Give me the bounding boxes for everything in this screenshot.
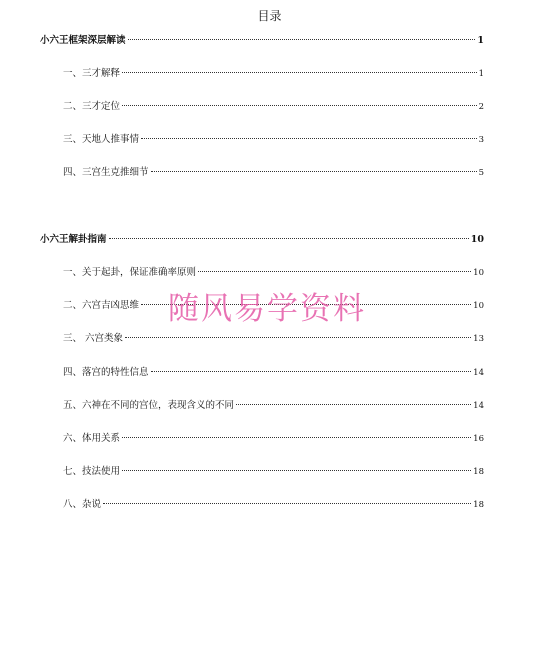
toc-page-number: 10	[470, 234, 484, 245]
toc-item[interactable]	[63, 433, 484, 445]
toc-page-number: 10	[473, 301, 484, 311]
dot-leader	[128, 39, 476, 40]
toc-section-1[interactable]	[40, 35, 484, 47]
dot-leader	[141, 138, 477, 139]
toc-item-label: 一、三才解释	[63, 68, 121, 79]
toc-page-number: 10	[473, 268, 484, 278]
page-title: 目录	[257, 9, 282, 23]
toc-page-number: 3	[478, 135, 484, 145]
toc-page-number: 16	[473, 434, 484, 444]
toc-section-label: 小六王框架深层解读	[40, 35, 126, 46]
toc-item[interactable]	[63, 333, 484, 345]
toc-page-number: 14	[473, 368, 484, 378]
dot-leader	[151, 171, 477, 172]
toc-item-label: 八、杂说	[63, 499, 102, 510]
dot-leader	[125, 337, 471, 338]
toc-page-number: 13	[473, 334, 484, 344]
dot-leader	[151, 371, 472, 372]
toc-item[interactable]	[63, 267, 484, 279]
toc-item[interactable]	[63, 167, 484, 179]
toc-item[interactable]	[63, 400, 484, 412]
dot-leader	[103, 503, 471, 504]
toc-item[interactable]	[63, 68, 484, 80]
toc-item[interactable]	[63, 466, 484, 478]
toc-section-label: 小六王解卦指南	[40, 234, 107, 245]
toc-page-number: 18	[473, 467, 484, 477]
toc-page-number: 1	[477, 35, 484, 46]
dot-leader	[122, 72, 477, 73]
toc-item[interactable]	[63, 499, 484, 511]
toc-item[interactable]	[63, 101, 484, 113]
toc-item-label: 三、 六宫类象	[63, 333, 124, 344]
toc-page-number: 5	[478, 168, 484, 178]
watermark: 随风易学资料	[168, 291, 366, 327]
toc-item-label: 二、六宫吉凶思维	[63, 300, 140, 311]
dot-leader	[198, 271, 471, 272]
toc-item-label: 五、六神在不同的宫位，表现含义的不同	[63, 400, 235, 411]
toc-item[interactable]	[63, 367, 484, 379]
toc-item-label: 二、三才定位	[63, 101, 121, 112]
toc-section-2[interactable]	[40, 234, 484, 246]
toc-page-number: 1	[478, 69, 484, 79]
dot-leader	[236, 404, 471, 405]
toc-item-label: 一、关于起卦，保证准确率原则	[63, 267, 197, 278]
toc-page-number: 2	[478, 102, 484, 112]
toc-page-number: 18	[473, 500, 484, 510]
dot-leader	[122, 470, 471, 471]
toc-item-label: 六、体用关系	[63, 433, 121, 444]
dot-leader	[122, 437, 471, 438]
toc-item-label: 三、天地人推事情	[63, 134, 140, 145]
toc-item-label: 四、三宫生克推细节	[63, 167, 149, 178]
dot-leader	[122, 105, 477, 106]
toc-item-label: 七、技法使用	[63, 466, 121, 477]
dot-leader	[109, 238, 469, 239]
toc-item-label: 四、落宫的特性信息	[63, 367, 149, 378]
toc-page-number: 14	[473, 401, 484, 411]
toc-item[interactable]	[63, 134, 484, 146]
